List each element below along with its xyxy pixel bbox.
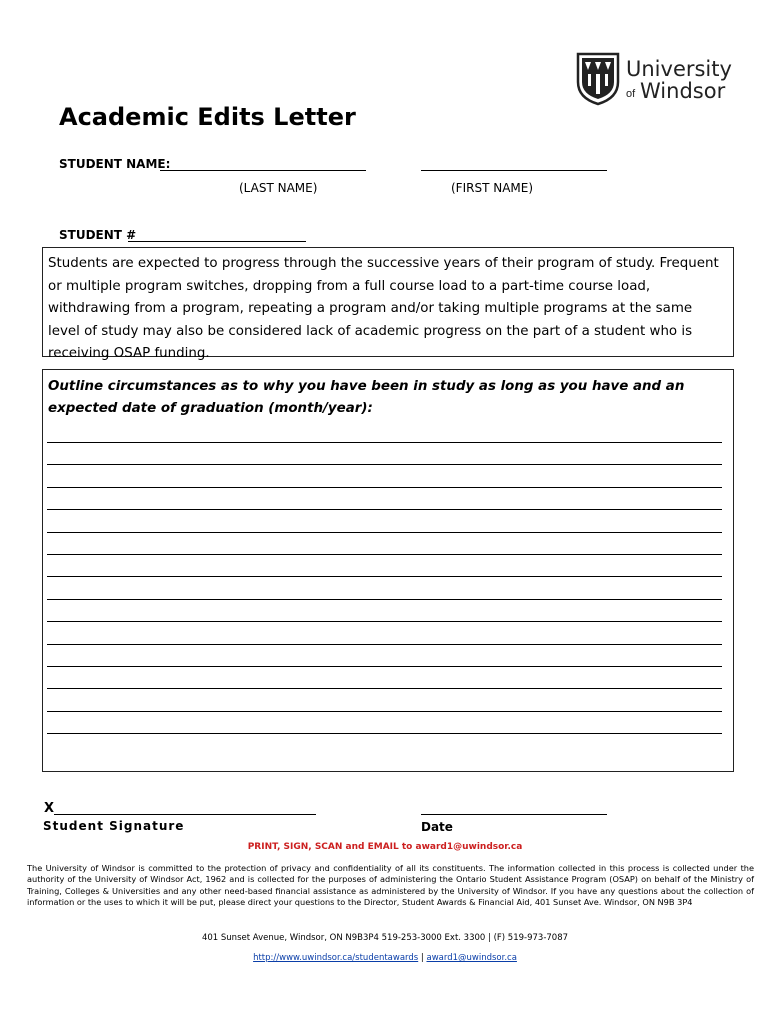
writing-line[interactable] <box>47 554 722 555</box>
first-name-field[interactable] <box>421 170 607 171</box>
writing-line[interactable] <box>47 666 722 667</box>
date-label: Date <box>421 820 453 834</box>
info-box-text: Students are expected to progress through the successive years of their program of study. Frequent or multiple program switches, dropping from a full course load to a part-time course load, withdrawing from a program, repeating a program and/or taking multiple programs at the same level of study may also be considered lack of academic progress on the part of a student who is receiving OSAP funding. <box>48 256 719 361</box>
logo-wordmark-windsor: Windsor <box>640 79 726 103</box>
signature-label: Student Signature <box>43 819 185 833</box>
writing-line[interactable] <box>47 464 722 465</box>
privacy-notice: The University of Windsor is committed to the protection of privacy and confidentiality of all its constituents. The information collected in this process is collected under the authority of the University of Windsor Act, 1962 and is collected for the purposes of administering the Ontario Student Assistance Program (OSAP) on behalf of the Ministry of Training, Colleges & Universities and any other need-based financial assistance as administered by the University of Windsor. If you have any questions about the collection of information or the uses to which it will be put, please direct your questions to the Director, Student Awards & Financial Aid, 401 Sunset Ave. Windsor, ON N9B 3P4 <box>27 863 754 908</box>
footer-links <box>0 953 770 963</box>
footer-separator: | <box>420 953 424 963</box>
circumstances-box <box>42 369 734 772</box>
writing-line[interactable] <box>47 487 722 488</box>
logo-wordmark-university: University <box>626 57 732 81</box>
signature-field[interactable] <box>54 814 316 815</box>
writing-line[interactable] <box>47 688 722 689</box>
last-name-caption: (LAST NAME) <box>239 181 318 195</box>
first-name-caption: (FIRST NAME) <box>451 181 534 195</box>
writing-line[interactable] <box>47 621 722 622</box>
website-link[interactable]: http://www.uwindsor.ca/studentawards <box>253 953 419 963</box>
info-box <box>42 247 734 361</box>
writing-line[interactable] <box>47 532 722 533</box>
writing-line[interactable] <box>47 442 722 443</box>
student-number-field[interactable] <box>128 241 306 242</box>
circumstances-prompt: Outline circumstances as to why you have been in study as long as you have and an expected date of graduation (month/year): <box>48 379 685 416</box>
university-shield-logo <box>576 52 620 106</box>
writing-line[interactable] <box>47 711 722 712</box>
signature-x-mark: X <box>44 801 55 816</box>
writing-line[interactable] <box>47 644 722 645</box>
student-name-label: STUDENT NAME: <box>59 157 171 171</box>
writing-line[interactable] <box>47 733 722 734</box>
submission-instructions: PRINT, SIGN, SCAN and EMAIL to award1@uwindsor.ca <box>247 842 523 852</box>
page-title: Academic Edits Letter <box>59 103 356 131</box>
writing-line[interactable] <box>47 599 722 600</box>
email-link[interactable]: award1@uwindsor.ca <box>426 953 517 963</box>
writing-line[interactable] <box>47 576 722 577</box>
logo-wordmark-of: of <box>626 88 636 100</box>
last-name-field[interactable] <box>160 170 366 171</box>
date-field[interactable] <box>421 814 607 815</box>
writing-line[interactable] <box>47 509 722 510</box>
footer-address: 401 Sunset Avenue, Windsor, ON N9B3P4 519-253-3000 Ext. 3300 | (F) 519-973-7087 <box>201 933 569 943</box>
student-number-label: STUDENT # <box>59 228 137 242</box>
